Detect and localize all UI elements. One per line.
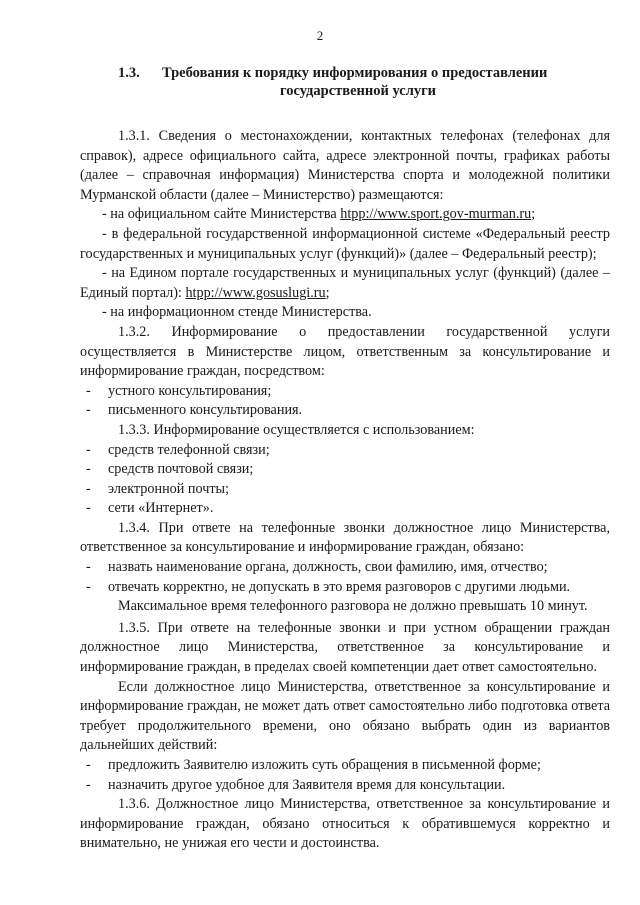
heading-line-1: Требования к порядку информирования о предоставлении — [162, 65, 548, 81]
list-item: - назвать наименование органа, должность, свои фамилию, имя, отчество; — [86, 559, 548, 576]
list-item: - письменного консультирования. — [86, 402, 303, 419]
list-item-end: ; — [531, 206, 536, 223]
document-body — [80, 127, 610, 854]
list-item-text: отвечать корректно, не допускать в это время разговоров с другими людьми. — [108, 578, 571, 595]
paragraph-1-3-1: 1.3.1. Сведения о местонахождении, контактных телефонах (телефонах для справок), адресе официального сайта, адресе электронной почты, графиках работы (далее – справочная информация) Министерства спорта и молодежной политики Мурманской области (далее – Министерство) размещаются: — [80, 128, 610, 203]
list-item: - отвечать корректно, не допускать в это время разговоров с другими людьми. — [86, 578, 571, 595]
paragraph-max-time: Максимальное время телефонного разговора не должно превышать 10 минут. — [118, 598, 588, 615]
page-number: 2 — [316, 28, 324, 43]
list-item-text: назначить другое удобное для Заявителя время для консультации. — [108, 776, 506, 793]
list-item-text: сети «Интернет». — [108, 500, 214, 517]
list-item: - сети «Интернет». — [86, 500, 214, 517]
list-item-text: письменного консультирования. — [108, 402, 303, 419]
list-item: - средств почтовой связи; — [86, 461, 254, 478]
paragraph-1-3-6: 1.3.6. Должностное лицо Министерства, ответственное за консультирование и информирование граждан, обязано относиться к обратившемуся корректно и внимательно, не унижая его чести и достоинства. — [80, 796, 610, 852]
list-item-text: средств почтовой связи; — [108, 461, 254, 478]
list-item-federal-registry: - в федеральной государственной информационной системе «Федеральный реестр государственных и муниципальных услуг (функций)» (далее – Федеральный реестр); — [80, 225, 610, 262]
list-item-text: устного консультирования; — [108, 382, 272, 399]
paragraph-1-3-4: 1.3.4. При ответе на телефонные звонки должностное лицо Министерства, ответственное за консультирование и информирование граждан, обязано: — [80, 519, 610, 556]
list-item: - электронной почты; — [86, 480, 230, 497]
paragraph-if: Если должностное лицо Министерства, ответственное за консультирование и информирование граждан, не может дать ответ самостоятельно либо подготовка ответа требует продолжительного времени, оно обязано выбрать один из вариантов дальнейших действий: — [80, 678, 610, 754]
list-item-text: назвать наименование органа, должность, свои фамилию, имя, отчество; — [108, 559, 548, 576]
list-item: - устного консультирования; — [86, 382, 272, 399]
list-item-text: электронной почты; — [108, 480, 230, 497]
heading-line-2: государственной услуги — [279, 83, 437, 99]
list-item: - предложить Заявителю изложить суть обращения в письменной форме; — [86, 757, 541, 773]
heading-number: 1.3. — [118, 65, 140, 81]
gosuslugi-link[interactable]: htpp://www.gosuslugi.ru — [185, 284, 326, 301]
list-item-text: - на официальном сайте Министерства — [102, 206, 341, 223]
list-item-official-site — [80, 205, 610, 225]
sport-site-link[interactable]: htpp://www.sport.gov-murman.ru — [340, 206, 532, 223]
list-item: - назначить другое удобное для Заявителя время для консультации. — [86, 776, 506, 793]
list-item-text: предложить Заявителю изложить суть обращения в письменной форме; — [108, 757, 541, 773]
paragraph-1-3-5: 1.3.5. При ответе на телефонные звонки и при устном обращении граждан должностное лицо Министерства, ответственное за консультирование и информирование граждан, в пределах своей компетенции дает ответ самостоятельно. — [80, 619, 610, 676]
list-item-info-stand: - на информационном стенде Министерства. — [102, 304, 372, 321]
paragraph-1-3-2: 1.3.2. Информирование о предоставлении государственной услуги осуществляется в Министерстве лицом, ответственным за консультирование и информирование граждан, посредством: — [80, 323, 610, 380]
list-item: - средств телефонной связи; — [86, 441, 270, 458]
list-item-unified-portal — [80, 264, 610, 303]
paragraph-1-3-3: 1.3.3. Информирование осуществляется с использованием: — [118, 421, 475, 438]
list-item-text: - на Едином портале государственных и муниципальных услуг (функций) (далее – Единый портал): — [80, 265, 610, 301]
list-item-text: средств телефонной связи; — [108, 441, 270, 458]
list-item-end: ; — [325, 284, 330, 301]
